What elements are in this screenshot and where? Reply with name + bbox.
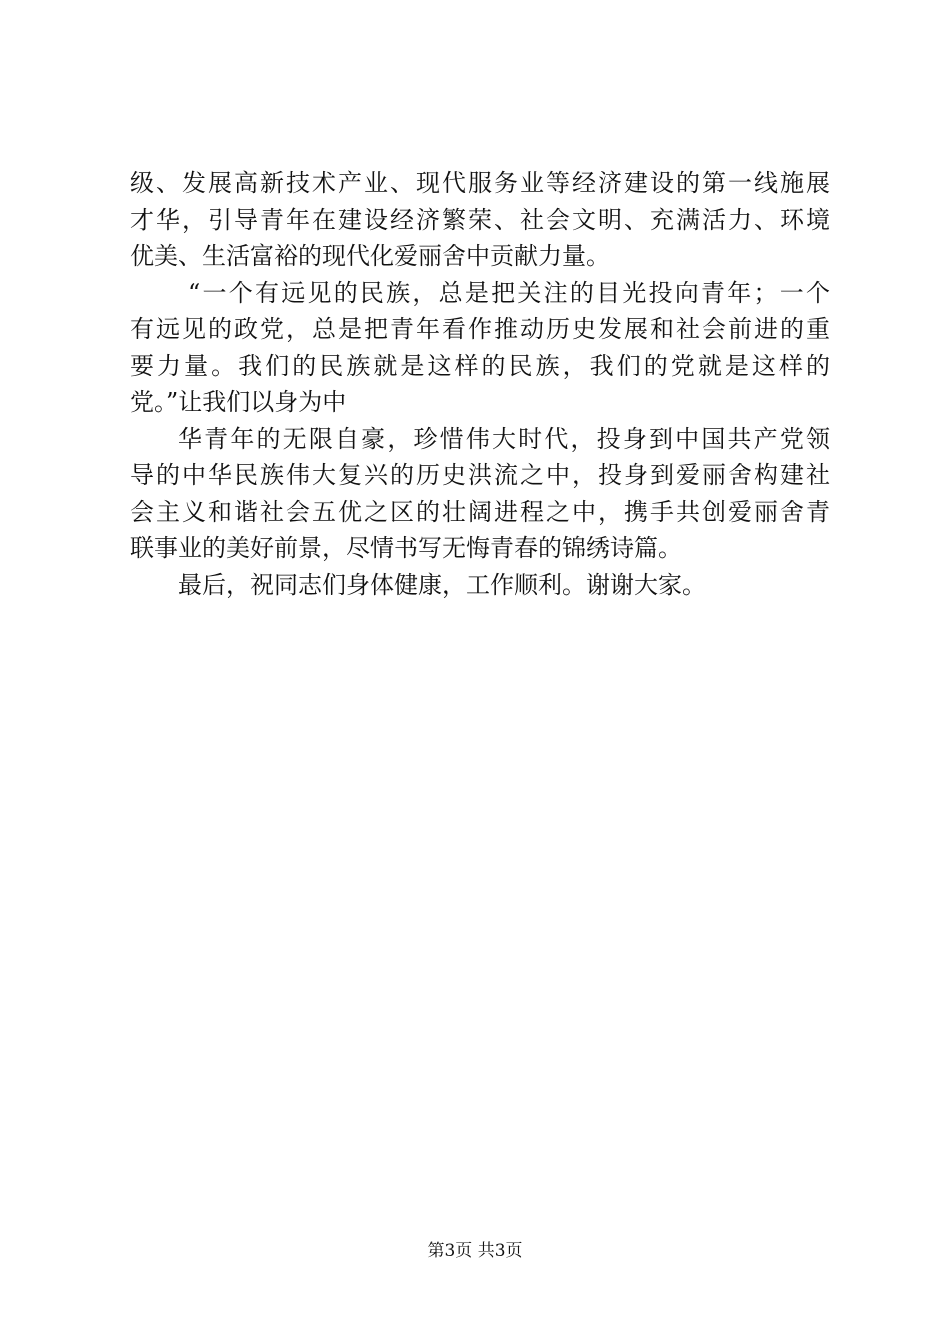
text-line: 会主义和谐社会五优之区的壮阔进程之中，携手共创爱丽舍青 (130, 497, 830, 526)
text-line: 级、发展高新技术产业、现代服务业等经济建设的第一线施展 (130, 169, 830, 197)
text-line: 优美、生活富裕的现代化爱丽舍中贡献力量。 (130, 242, 610, 270)
page-footer: 第3页 共3页 (427, 1241, 523, 1261)
document-body (130, 165, 830, 603)
text-line: 联事业的美好前景，尽情书写无悔青春的锦绣诗篇。 (130, 534, 682, 562)
text-line: 有远见的政党，总是把青年看作推动历史发展和社会前进的重 (130, 315, 830, 343)
text-line: “一个有远见的民族，总是把关注的目光投向青年；一个 (188, 278, 830, 307)
text-line: 华青年的无限自豪，珍惜伟大时代，投身到中国共产党领 (178, 424, 830, 453)
text-line: 才华，引导青年在建设经济繁荣、社会文明、充满活力、环境 (130, 205, 830, 234)
text-line: 导的中华民族伟大复兴的历史洪流之中，投身到爱丽舍构建社 (130, 461, 830, 489)
text-line: 最后，祝同志们身体健康，工作顺利。谢谢大家。 (178, 570, 706, 599)
text-line: 要力量。我们的民族就是这样的民族，我们的党就是这样的 (130, 351, 830, 380)
text-line: 党。”让我们以身为中 (130, 388, 347, 416)
